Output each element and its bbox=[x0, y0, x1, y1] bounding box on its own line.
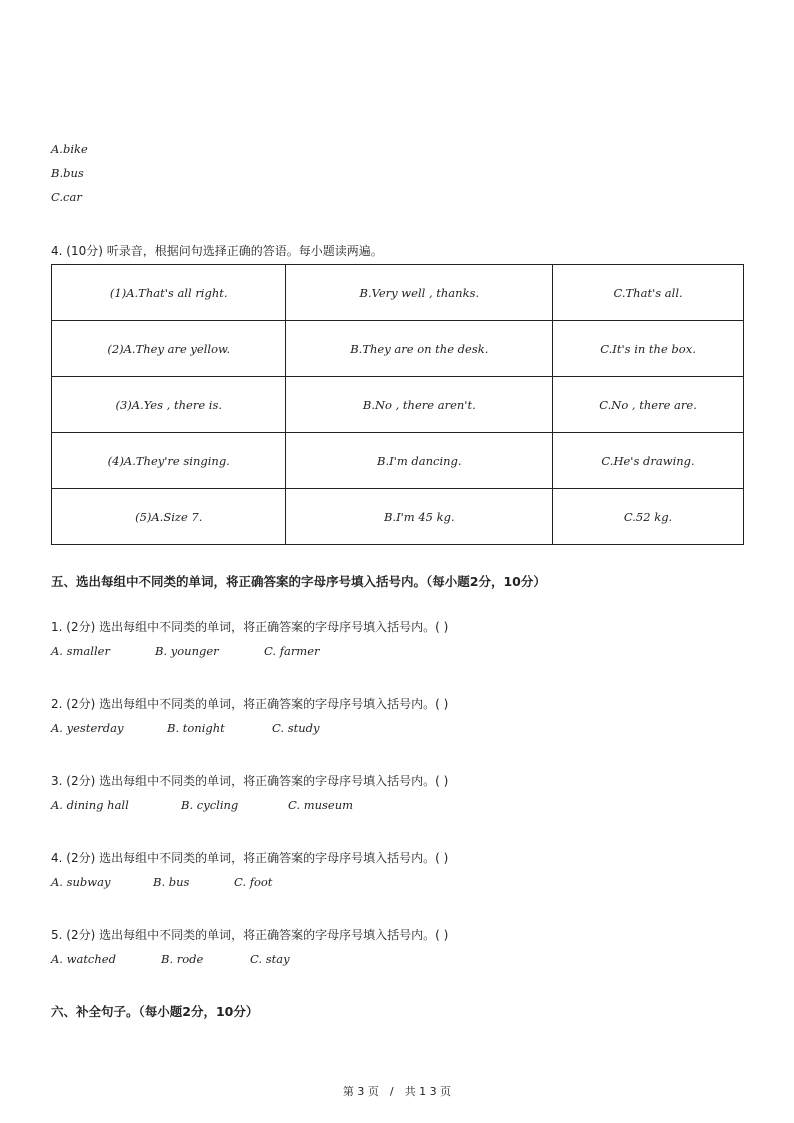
table-row bbox=[52, 321, 744, 377]
table-cell: C.It's in the box. bbox=[553, 321, 744, 377]
option-c: C. stay bbox=[250, 952, 290, 966]
table-cell: (2)A.They are yellow. bbox=[52, 321, 286, 377]
option-c: C. museum bbox=[288, 798, 354, 812]
s5-question-2-options bbox=[51, 721, 451, 737]
table-cell: C.52 kg. bbox=[553, 489, 744, 545]
table-cell: (5)A.Size 7. bbox=[52, 489, 286, 545]
table-cell: B.I'm dancing. bbox=[286, 433, 553, 489]
option-a: A. watched bbox=[51, 952, 116, 966]
s5-question-4-options bbox=[51, 875, 451, 891]
table-cell: B.No , there aren't. bbox=[286, 377, 553, 433]
answer-choices-table bbox=[51, 264, 744, 545]
table-cell: C.No , there are. bbox=[553, 377, 744, 433]
table-row bbox=[52, 265, 744, 321]
option-a: A. dining hall bbox=[51, 798, 129, 812]
section-6-heading: 六、补全句子。（每小题2分，10分） bbox=[51, 1004, 259, 1019]
option-b: B. bus bbox=[153, 875, 190, 889]
option-b: B. younger bbox=[155, 644, 219, 658]
s5-question-5-options bbox=[51, 952, 451, 968]
option-b: B. cycling bbox=[181, 798, 239, 812]
s5-question-1-options bbox=[51, 644, 451, 660]
option-a: A. subway bbox=[51, 875, 111, 889]
page-footer: 第 3 页 / 共 1 3 页 bbox=[342, 1085, 452, 1098]
option-c: C. study bbox=[272, 721, 320, 735]
option-a: A. smaller bbox=[51, 644, 110, 658]
question-4-prompt: 4. (10分) 听录音，根据问句选择正确的答语。每小题读两遍。 bbox=[51, 244, 383, 258]
table-cell: C.He's drawing. bbox=[553, 433, 744, 489]
option-a: A.bike bbox=[51, 142, 88, 156]
s5-question-3-stem: 3. (2分) 选出每组中不同类的单词，将正确答案的字母序号填入括号内。( ) bbox=[51, 774, 449, 788]
table-cell: B.Very well , thanks. bbox=[286, 265, 553, 321]
table-cell: (3)A.Yes , there is. bbox=[52, 377, 286, 433]
s5-question-3-options bbox=[51, 798, 451, 814]
table-cell: (4)A.They're singing. bbox=[52, 433, 286, 489]
table-cell: (1)A.That's all right. bbox=[52, 265, 286, 321]
table-row bbox=[52, 489, 744, 545]
s5-question-2-stem: 2. (2分) 选出每组中不同类的单词，将正确答案的字母序号填入括号内。( ) bbox=[51, 697, 449, 711]
table-cell: B.They are on the desk. bbox=[286, 321, 553, 377]
option-a: A. yesterday bbox=[51, 721, 124, 735]
s5-question-4-stem: 4. (2分) 选出每组中不同类的单词，将正确答案的字母序号填入括号内。( ) bbox=[51, 851, 449, 865]
option-b: B. rode bbox=[161, 952, 204, 966]
table-row bbox=[52, 433, 744, 489]
table-row bbox=[52, 377, 744, 433]
option-c: C. foot bbox=[234, 875, 273, 889]
table-cell: C.That's all. bbox=[553, 265, 744, 321]
option-b: B.bus bbox=[51, 166, 84, 180]
option-c: C.car bbox=[51, 190, 82, 204]
table-cell: B.I'm 45 kg. bbox=[286, 489, 553, 545]
s5-question-1-stem: 1. (2分) 选出每组中不同类的单词，将正确答案的字母序号填入括号内。( ) bbox=[51, 620, 449, 634]
s5-question-5-stem: 5. (2分) 选出每组中不同类的单词，将正确答案的字母序号填入括号内。( ) bbox=[51, 928, 449, 942]
option-b: B. tonight bbox=[167, 721, 225, 735]
section-5-heading: 五、选出每组中不同类的单词，将正确答案的字母序号填入括号内。（每小题2分，10分） bbox=[51, 574, 546, 589]
option-c: C. farmer bbox=[264, 644, 320, 658]
